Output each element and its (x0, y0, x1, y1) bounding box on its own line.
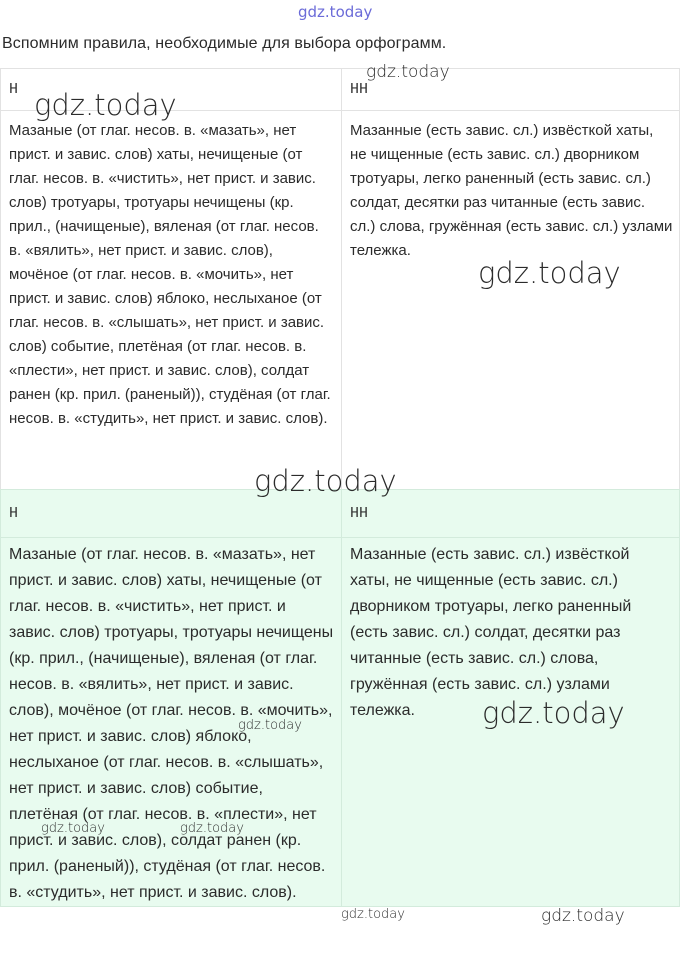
watermark: gdz.today (34, 88, 177, 122)
cell-double-nn-examples: Мазанные (есть завис. сл.) извёсткой хаты, не чищенные (есть завис. сл.) дворником тротуары, легко раненный (есть завис. сл.) солдат, десятки раз читанные (есть завис. сл.) слова, гружённая (есть завис. сл.) узлами тележка. (342, 111, 680, 500)
spelling-table-1 (0, 68, 680, 500)
column-header-n: Н (1, 490, 342, 538)
cell-single-n-examples: Мазаные (от глаг. несов. в. «мазать», нет прист. и завис. слов) хаты, нечищеные (от глаг. несов. в. «чистить», нет прист. и завис. слов) тротуары, тротуары нечищены (кр. прил., (начищеные), вяленая (от глаг. несов. в. «вялить», нет прист. и завис. слов), мочёное (от глаг. несов. в. «мочить», нет прист. и завис. слов) яблоко, неслыханое (от глаг. несов. в. «слышать», нет прист. и завис. слов) событие, плетёная (от глаг. несов. в. «плести», нет прист. и завис. слов), солдат ранен (кр. прил. (раненый)), студёная (от глаг. несов. в. «студить», нет прист. и завис. слов). (1, 111, 342, 500)
watermark: gdz.today (238, 718, 302, 733)
watermark: gdz.today (341, 907, 405, 922)
cell-single-n-examples: Мазаные (от глаг. несов. в. «мазать», нет прист. и завис. слов) хаты, нечищеные (от глаг. несов. в. «чистить», нет прист. и завис. слов) тротуары, тротуары нечищены (кр. прил., (начищеные), вяленая (от глаг. несов. в. «вялить», нет прист. и завис. слов), мочёное (от глаг. несов. в. «мочить», нет прист. и завис. слов) яблоко, неслыханое (от глаг. несов. в. «слышать», нет прист. и завис. слов) событие, плетёная (от глаг. несов. в. «плести», нет прист. и завис. слов), солдат ранен (кр. прил. (раненый)), студёная (от глаг. несов. в. «студить», нет прист. и завис. слов). (1, 538, 342, 907)
watermark: gdz.today (478, 256, 621, 290)
watermark: gdz.today (254, 464, 397, 498)
watermark: gdz.today (180, 821, 244, 836)
watermark: gdz.today (41, 821, 105, 836)
watermark: gdz.today (482, 696, 625, 730)
cell-double-nn-examples: Мазанные (есть завис. сл.) извёсткой хаты, не чищенные (есть завис. сл.) дворником тротуары, легко раненный (есть завис. сл.) солдат, десятки раз читанные (есть завис. сл.) слова, гружённая (есть завис. сл.) узлами тележка. (342, 538, 680, 907)
intro-text: Вспомним правила, необходимые для выбора орфограмм. (2, 35, 447, 52)
column-header-nn: НН (342, 490, 680, 538)
site-watermark-header[interactable]: gdz.today (298, 3, 373, 21)
spelling-table-2 (0, 489, 680, 907)
column-header-nn: НН (342, 69, 680, 111)
watermark: gdz.today (541, 906, 625, 926)
watermark: gdz.today (366, 62, 450, 82)
column-header-n: Н (1, 69, 342, 111)
